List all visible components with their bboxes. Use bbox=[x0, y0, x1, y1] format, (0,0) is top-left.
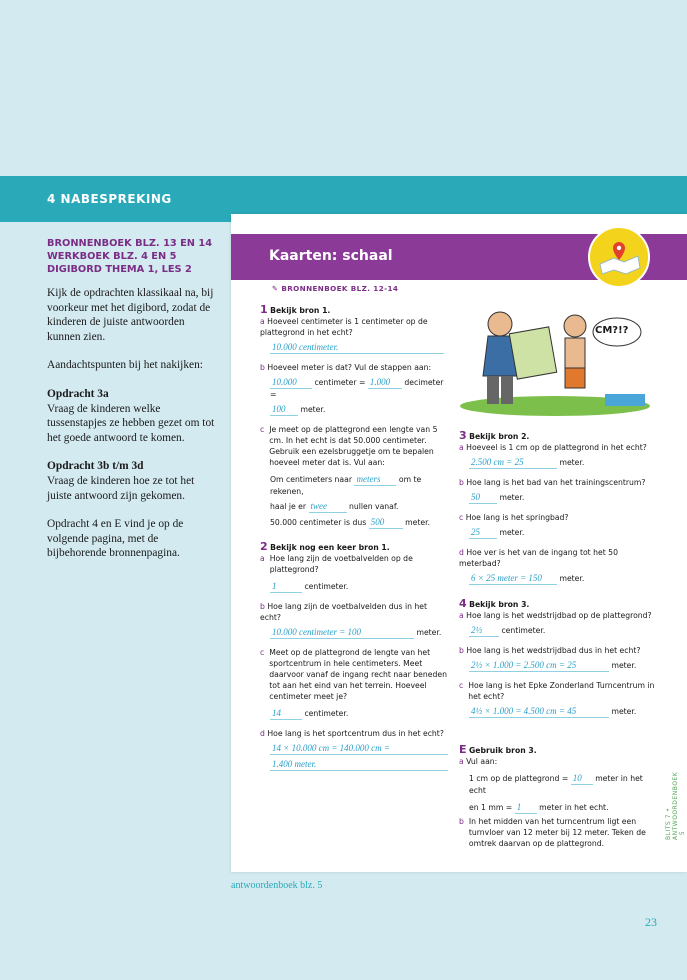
q1c-answer-3: 500 bbox=[369, 517, 403, 529]
qEa-answer-2: 1 bbox=[515, 802, 537, 814]
q4a-unit: centimeter. bbox=[501, 626, 546, 635]
q1a-text: Hoeveel centimeter is 1 centimeter op de plattegrond in het echt? bbox=[260, 317, 428, 337]
speech-bubble-text: CM?!? bbox=[595, 325, 629, 336]
question-2-number: 2 bbox=[260, 540, 268, 553]
q1c-line-2b: nullen vanaf. bbox=[348, 502, 399, 511]
q4b-unit: meter. bbox=[611, 661, 637, 670]
source-reference bbox=[272, 284, 398, 293]
q3b-unit: meter. bbox=[499, 493, 525, 502]
q4c-text: Hoe lang is het Epke Zonderland Turncentrum in het echt? bbox=[468, 681, 655, 701]
q3a-text: Hoeveel is 1 cm op de plattegrond in het echt? bbox=[466, 443, 647, 452]
q2d-answer-2: 1.400 meter. bbox=[270, 759, 448, 771]
question-2: 2 Bekijk nog een keer bron 1. a Hoe lang zijn de voetbalvelden op de plattegrond? 1 centimeter. b Hoe lang zijn de voetbalvelden dus in het echt? 10.000 centimeter = 100 meter. c Meet op de plattegrond de lengte van het sportcentrum in hele centimeters. Meet daarvoor vanaf de ingang recht naar beneden tot aan het eind van het terrein. Hoeveel centimeter meet je? 14 centimeter. d Hoe lang is het sportcentrum dus in het echt? 14 × 10.000 cm = 140.000 cm = 1.400 meter. bbox=[260, 541, 450, 773]
q2c-text: Meet op de plattegrond de lengte van het sportcentrum in hele centimeters. Meet daarvoor vanaf de ingang recht naar beneden tot aan het eind van het terrein. Hoeveel centimeter meet je? bbox=[269, 648, 447, 701]
q1b-answer-2: 1.000 bbox=[368, 377, 402, 389]
question-e: E Gebruik bron 3. a Vul aan: 1 cm op de plattegrond = 10 meter in het echt en 1 mm = 1 meter in het echt. b In het midden van het turncentrum ligt een turnvloer van 12 meter bij 12 meter. Teken de omtrek daarvan op de plattegrond. bbox=[459, 744, 659, 849]
opdracht-3a-text: Vraag de kinderen welke tussenstapjes ze hebben gezet om tot het goede antwoord te komen. bbox=[47, 402, 215, 444]
q1b-label-3: meter. bbox=[300, 405, 326, 414]
q1c-line-1a: Om centimeters naar bbox=[270, 475, 352, 484]
q3c-text: Hoe lang is het springbad? bbox=[465, 513, 569, 522]
question-3-head: Bekijk bron 2. bbox=[469, 432, 530, 441]
q2a-unit: centimeter. bbox=[304, 582, 349, 591]
page-number: 23 bbox=[645, 915, 657, 929]
opdracht-3b-title: Opdracht 3b t/m 3d bbox=[47, 460, 144, 473]
question-1-head: Bekijk bron 1. bbox=[270, 306, 331, 315]
question-4-head: Bekijk bron 3. bbox=[469, 600, 530, 609]
ref-werkboek: WERKBOEK BLZ. 4 EN 5 bbox=[47, 251, 177, 262]
question-e-number: E bbox=[459, 743, 467, 756]
worksheet-title: Kaarten: schaal bbox=[269, 248, 393, 264]
qEa-line-1b: meter in het echt bbox=[469, 774, 643, 795]
q1b-answer-3: 100 bbox=[270, 404, 298, 416]
qEb-text: In het midden van het turncentrum ligt een turnvloer van 12 meter bij 12 meter. Teken de omtrek daarvan op de plattegrond. bbox=[468, 817, 646, 848]
q4c-answer: 4½ × 1.000 = 4.500 cm = 45 bbox=[469, 706, 609, 718]
qEa-line-2a: en 1 mm = bbox=[469, 803, 513, 812]
question-e-head: Gebruik bron 3. bbox=[468, 746, 537, 755]
worksheet-page bbox=[231, 214, 687, 872]
intro-text: Kijk de opdrachten klassikaal na, bij voorkeur met het digibord, zodat de kinderen de juiste antwoorden kunnen zien. bbox=[47, 287, 214, 343]
ref-bronnenboek: BRONNENBOEK BLZ. 13 EN 14 bbox=[47, 238, 213, 249]
footer-reference: antwoordenboek blz. 5 bbox=[231, 880, 323, 891]
q2b-unit: meter. bbox=[416, 628, 442, 637]
question-1: 1 Bekijk bron 1. a Hoeveel centimeter is 1 centimeter op de plattegrond in het echt? 10.000 centimeter. b Hoeveel meter is dat? Vul de stappen aan: 10.000 centimeter = 1.000 decimeter = 100 meter. c Je meet op de plattegrond een lengte van 5 cm. In het echt is dat 50.000 centimeter. Gebruik een ezelsbruggetje om te bepalen hoeveel meter dat is. Vul aan: Om centimeters naar meters om te rekenen, haal je er twee nullen vanaf. 50.000 centimeter is dus 500 meter. bbox=[260, 304, 450, 531]
q1b-label-2: decimeter = bbox=[270, 378, 444, 399]
question-1-number: 1 bbox=[260, 303, 268, 316]
side-label-text: BLITS 7 • ANTWOORDENBOEK bbox=[665, 771, 679, 840]
q1c-line-3a: 50.000 centimeter is dus bbox=[270, 518, 367, 527]
source-reference-text: BRONNENBOEK BLZ. 12-14 bbox=[281, 284, 399, 293]
q4b-answer: 2½ × 1.000 = 2.500 cm = 25 bbox=[469, 660, 609, 672]
reference-list bbox=[47, 237, 219, 276]
q2c-unit: centimeter. bbox=[304, 709, 349, 718]
q4a-answer: 2½ bbox=[469, 625, 499, 637]
q2a-answer: 1 bbox=[270, 581, 302, 593]
teacher-notes bbox=[47, 237, 219, 575]
q1b-text: Hoeveel meter is dat? Vul de stappen aan: bbox=[267, 363, 432, 372]
q1b-label-1: centimeter = bbox=[314, 378, 366, 387]
q3d-unit: meter. bbox=[559, 574, 585, 583]
opdracht-3a-title: Opdracht 3a bbox=[47, 387, 109, 400]
opdracht-3a-note bbox=[47, 387, 219, 445]
q1a-answer: 10.000 centimeter. bbox=[270, 342, 444, 354]
ref-digibord: DIGIBORD THEMA 1, LES 2 bbox=[47, 264, 192, 275]
q3b-answer: 50 bbox=[469, 492, 497, 504]
q3d-text: Hoe ver is het van de ingang tot het 50 meterbad? bbox=[459, 548, 618, 568]
q2d-answer-1: 14 × 10.000 cm = 140.000 cm = bbox=[270, 743, 448, 755]
q1c-answer-1: meters bbox=[354, 474, 396, 486]
q3a-unit: meter. bbox=[559, 458, 585, 467]
side-page-number: 5 bbox=[679, 830, 686, 836]
q3d-answer: 6 × 25 meter = 150 bbox=[469, 573, 557, 585]
q1c-answer-2: twee bbox=[309, 501, 347, 513]
q3a-answer: 2.500 cm = 25 bbox=[469, 457, 557, 469]
q4b-text: Hoe lang is het wedstrijdbad dus in het echt? bbox=[466, 646, 641, 655]
q4c-unit: meter. bbox=[611, 707, 637, 716]
confused-boys-illustration bbox=[455, 296, 655, 416]
q1c-text: Je meet op de plattegrond een lengte van 5 cm. In het echt is dat 50.000 centimeter. Gebruik een ezelsbruggetje om te bepalen hoeveel meter dat is. Vul aan: bbox=[269, 425, 438, 467]
map-pin-icon bbox=[588, 226, 650, 288]
q3c-unit: meter. bbox=[499, 528, 525, 537]
qEa-line-1a: 1 cm op de plattegrond = bbox=[469, 774, 569, 783]
q1c-line-3b: meter. bbox=[405, 518, 430, 527]
question-2-head: Bekijk nog een keer bron 1. bbox=[270, 543, 390, 552]
question-4: 4 Bekijk bron 3. a Hoe lang is het wedstrijdbad op de plattegrond? 2½ centimeter. b Hoe lang is het wedstrijdbad dus in het echt? 2½ × 1.000 = 2.500 cm = 25 meter. c Hoe lang is het Epke Zonderland Turncentrum in het echt? 4½ × 1.000 = 4.500 cm = 45 meter. bbox=[459, 598, 659, 726]
points-text: Aandachtspunten bij het nakijken: bbox=[47, 359, 203, 372]
question-3-number: 3 bbox=[459, 429, 467, 442]
q1b-answer-1: 10.000 bbox=[270, 377, 312, 389]
question-3: 3 Bekijk bron 2. a Hoeveel is 1 cm op de plattegrond in het echt? 2.500 cm = 25 meter. b Hoe lang is het bad van het trainingscentrum? 50 meter. c Hoe lang is het springbad? 25 meter. d Hoe ver is het van de ingang tot het 50 meterbad? 6 × 25 meter = 150 meter. bbox=[459, 429, 647, 583]
book-icon: ✎ bbox=[272, 284, 279, 293]
qEa-answer-1: 10 bbox=[571, 773, 593, 785]
q2b-text: Hoe lang zijn de voetbalvelden dus in het echt? bbox=[260, 602, 428, 622]
q2c-answer: 14 bbox=[270, 708, 302, 720]
side-label bbox=[665, 772, 686, 840]
q1c-line-2a: haal je er bbox=[270, 502, 307, 511]
q2d-text: Hoe lang is het sportcentrum dus in het echt? bbox=[267, 729, 444, 738]
q3b-text: Hoe lang is het bad van het trainingscentrum? bbox=[466, 478, 646, 487]
question-4-number: 4 bbox=[459, 597, 467, 610]
q2a-text: Hoe lang zijn de voetbalvelden op de plattegrond? bbox=[269, 554, 413, 574]
qEa-text: Vul aan: bbox=[466, 757, 498, 766]
q4a-text: Hoe lang is het wedstrijdbad op de plattegrond? bbox=[466, 611, 652, 620]
opdracht-3b-note bbox=[47, 459, 219, 503]
qEa-line-2b: meter in het echt. bbox=[539, 803, 609, 812]
next-page-note: Opdracht 4 en E vind je op de volgende pagina, met de bijbehorende bronnenpagina. bbox=[47, 518, 184, 560]
q1c-line-1b: om te rekenen, bbox=[270, 475, 422, 496]
section-title: 4 NABESPREKING bbox=[47, 192, 172, 206]
q3c-answer: 25 bbox=[469, 527, 497, 539]
opdracht-3b-text: Vraag de kinderen hoe ze tot het juiste antwoord zijn gekomen. bbox=[47, 474, 195, 502]
q2b-answer: 10.000 centimeter = 100 bbox=[270, 627, 414, 639]
